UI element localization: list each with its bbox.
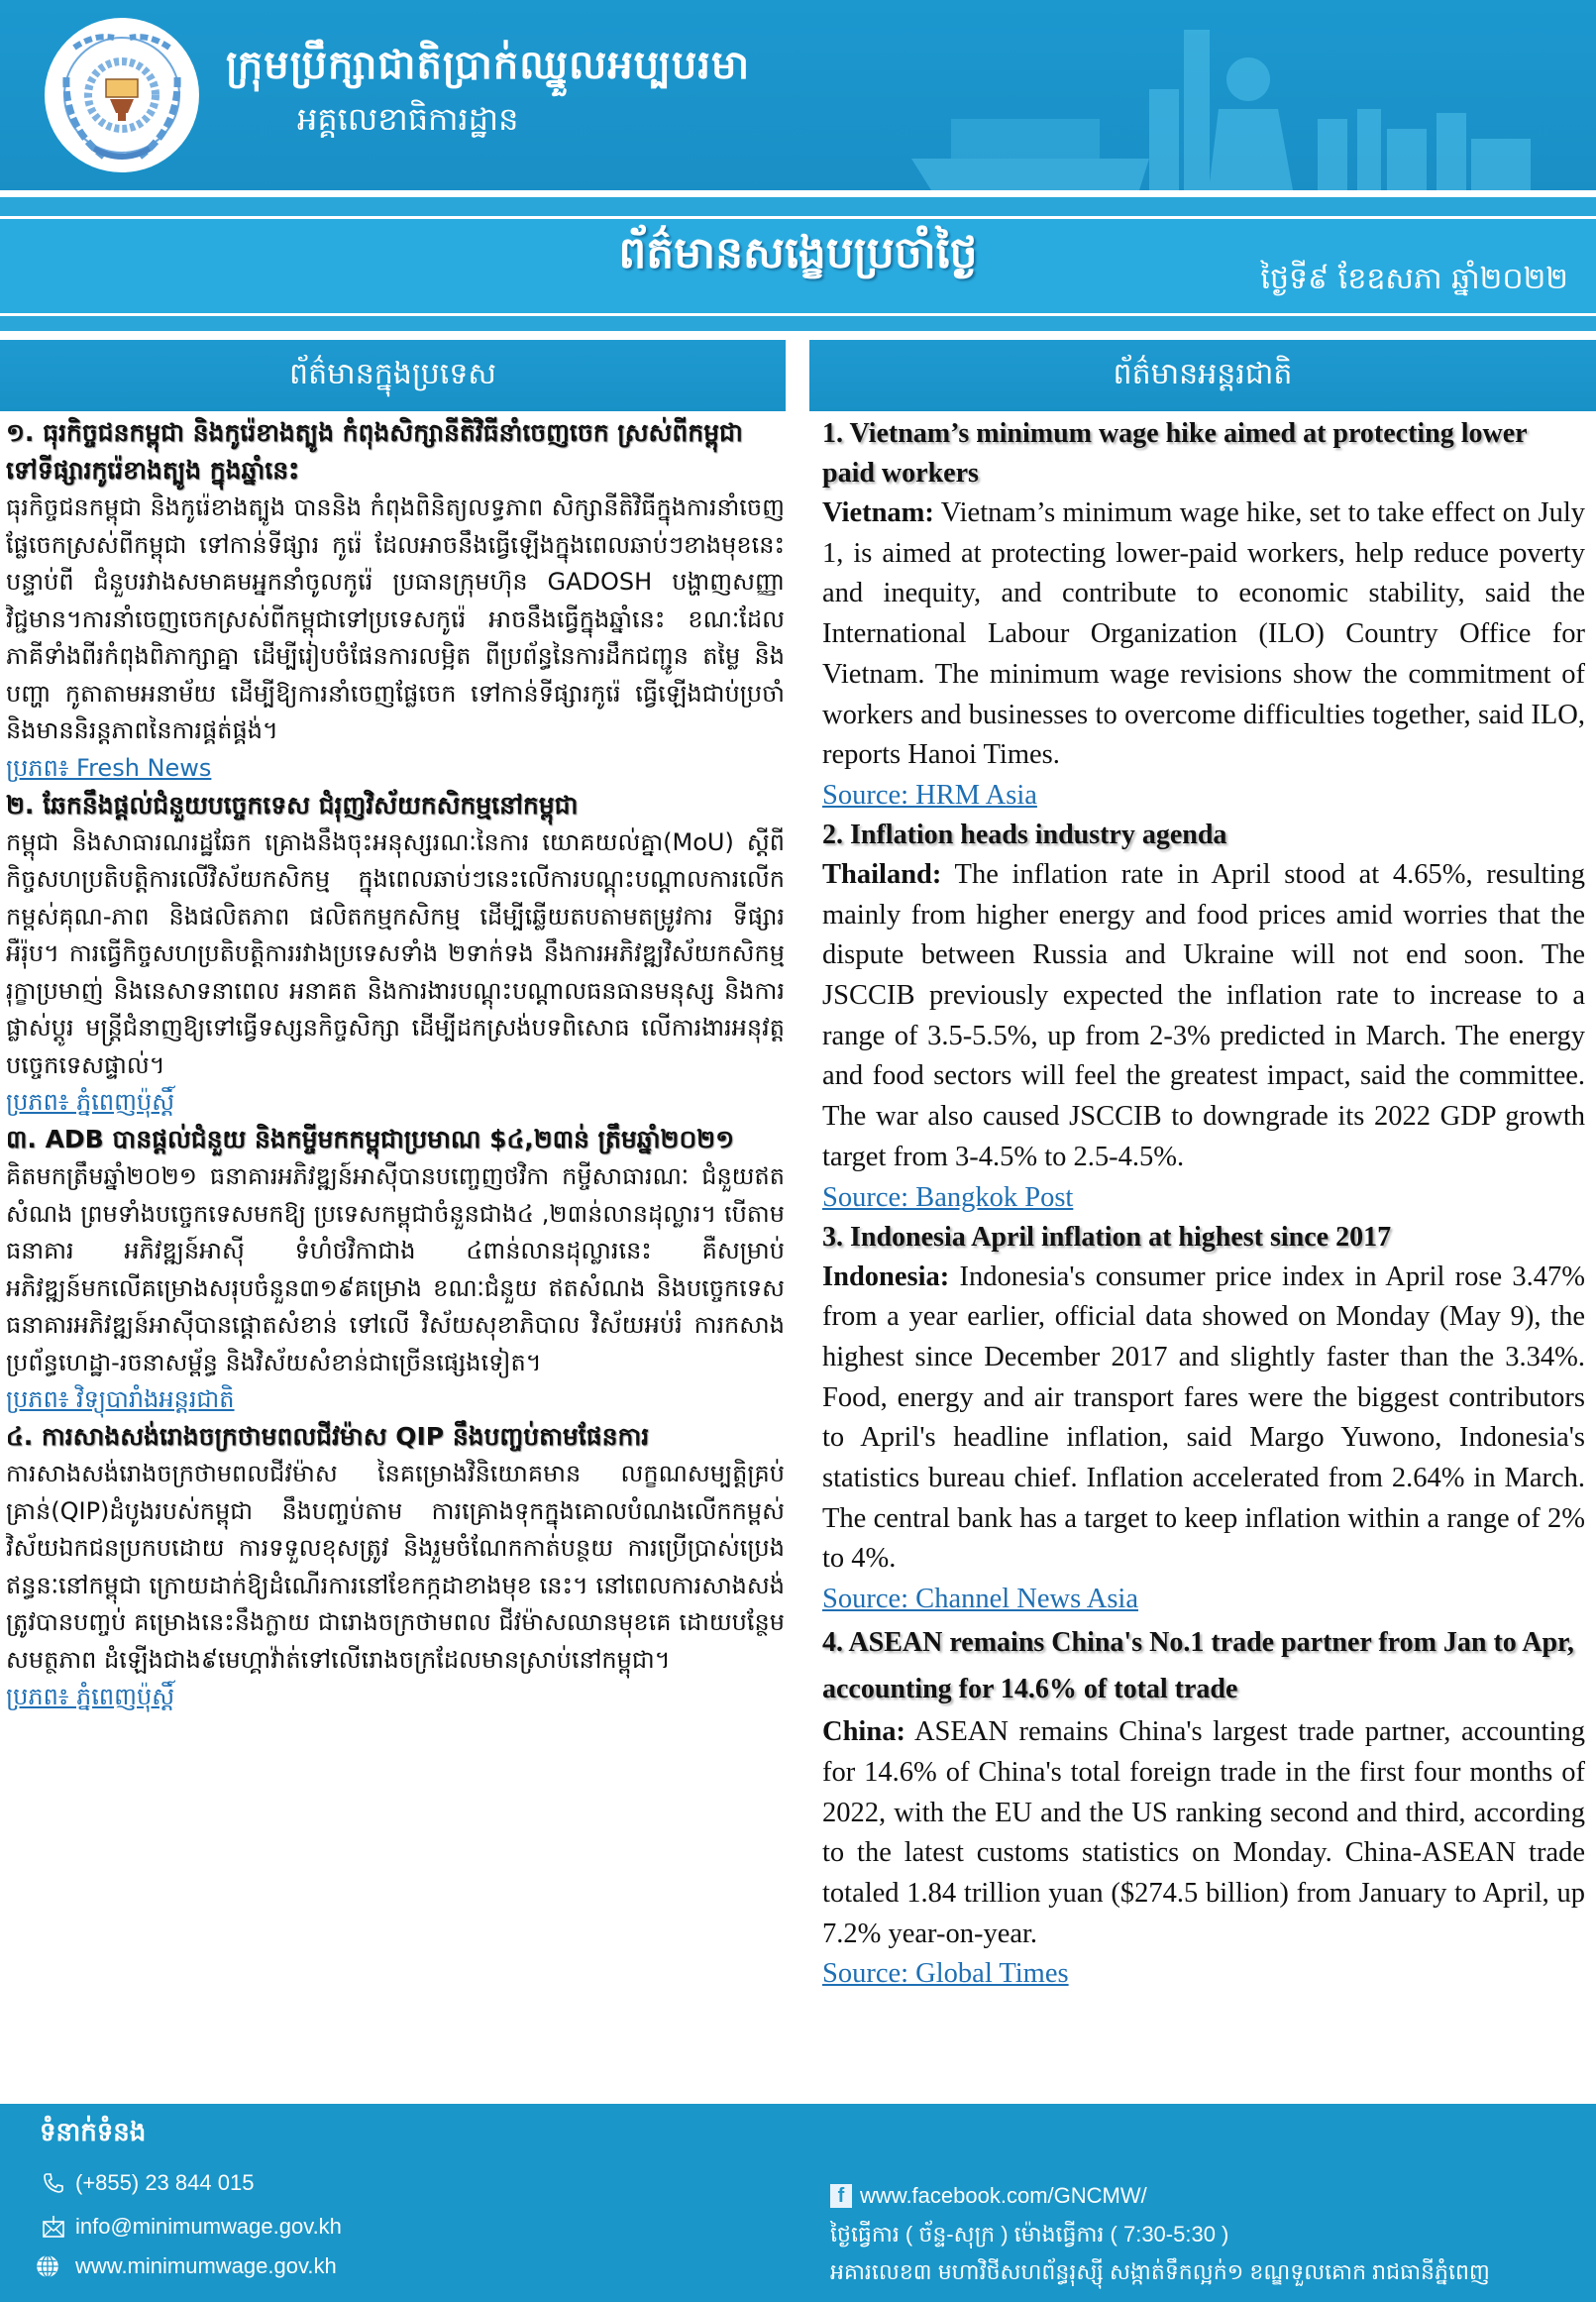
article-body: គិតមកត្រឹមឆ្នាំ២០២១ ធនាគារអភិវឌ្ឍន៍អាស៊ីបានបញ្ចេញថវិកា កម្ចីសាធារណៈ ជំនួយឥតសំណង ព្រមទាំងបច្ចេកទេសមកឱ្យ ប្រទេសកម្ពុជាចំនួនជាង៤ ,២៣ន់លានដុល្លារ។ បើតាមធនាគារ អភិវឌ្ឍន៍អាស៊ី ទំហំថវិកាជាង ៤ពាន់លានដុល្លារនេះ គឺសម្រាប់ អភិវឌ្ឍន៍មកលើគម្រោងសរុបចំនួន៣១៩គម្រោង ខណៈជំនួយ ឥតសំណង និងបច្ចេកទេស ធនាគារអភិវឌ្ឍន៍អាស៊ីបានផ្តោតសំខាន់ ទៅលើ វិស័យសុខាភិបាល វិស័យអប់រំ ការកសាងប្រព័ន្ធហេដ្ឋា-រចនាសម្ព័ន្ធ និងវិស័យសំខាន់ជាច្រើនផ្សេងទៀត។: [6, 1162, 785, 1376]
contact-facebook: [830, 2183, 1147, 2209]
domestic-article: [6, 1418, 785, 1715]
contact-footer: [0, 2104, 1596, 2302]
article-title: 4. ASEAN remains China's No.1 trade partner from Jan to Apr, accounting for 14.6% of total trade: [822, 1627, 1574, 1705]
header-banner: [0, 0, 1596, 190]
article-source-link[interactable]: Source: Bangkok Post: [822, 1181, 1074, 1213]
domestic-news-header: ព័ត៌មានក្នុងប្រទេស: [0, 340, 786, 411]
domestic-article: [6, 1121, 785, 1418]
article-text: Vietnam’s minimum wage hike, set to take effect on July 1, is aimed at protecting lower-paid workers, help reduce poverty and inequity, and contribute to economic stability, said the International Labour Organization (ILO) Country Office for Vietnam. The minimum wage revisions show the commitment of workers and businesses to overcome difficulties together, said ILO, reports Hanoi Times.: [822, 497, 1585, 771]
article-title: ៤. ការសាងសង់រោងចក្រថាមពលជីវម៉ាស QIP នឹងបញ្ចប់តាមផែនការ: [6, 1422, 650, 1451]
domestic-article: [6, 787, 785, 1122]
page-title: ព័ត៌មានសង្ខេបប្រចាំថ្ងៃ: [618, 228, 978, 278]
article-body: [822, 1712, 1585, 1954]
article-body: ធុរកិច្ចជនកម្ពុជា និងកូរ៉េខាងត្បូង បាននិង កំពុងពិនិត្យលទ្ធភាព សិក្សានីតិវិធីក្នុងការនាំចេញផ្លែចេកស្រស់ពីកម្ពុជា ទៅកាន់ទីផ្សារ កូរ៉េ ដែលអាចនឹងធ្វើឡើងក្នុងពេលឆាប់ៗខាងមុខនេះ បន្ទាប់ពី ជំនួបរវាងសមាគមអ្នកនាំចូលកូរ៉េ ប្រធានក្រុមហ៊ុន GADOSH បង្ហាញសញ្ញាវិជ្ជមាន។ការនាំចេញចេកស្រស់ពីកម្ពុជាទៅប្រទេសកូរ៉េ អាចនឹងធ្វើក្នុងឆ្នាំនេះ ខណៈដែលភាគីទាំងពីរកំពុងពិភាក្សាគ្នា ដើម្បីរៀបចំផែនការលម្អិត ពីប្រព័ន្ធនៃការដឹកជញ្ជូន តម្លៃ និងបញ្ហា កូតាតាមអនាម័យ ដើម្បីឱ្យការនាំចេញផ្លែចេក ទៅកាន់ទីផ្សារកូរ៉េ ធ្វើឡើងជាប់ប្រចាំ និងមាននិរន្តភាពនៃការផ្គត់ផ្គង់។: [6, 493, 785, 744]
office-address: [830, 2258, 1490, 2290]
article-title: 3. Indonesia April inflation at highest since 2017: [822, 1221, 1392, 1253]
city-skyline-illustration: [852, 10, 1565, 190]
office-hours: [830, 2221, 1228, 2252]
globe-icon: [34, 2252, 61, 2280]
mail-icon: [40, 2213, 67, 2241]
contact-website: [34, 2252, 337, 2280]
article-source-link[interactable]: Source: HRM Asia: [822, 779, 1037, 811]
domestic-news-column: [6, 414, 785, 2099]
article-source-link[interactable]: ប្រភព៖ វិទ្យុបារាំងអន្តរជាតិ: [6, 1385, 235, 1413]
issue-date: ថ្ងៃទី៩ ខែឧសភា ឆ្នាំ២០២២: [1260, 262, 1568, 296]
article-title: 1. Vietnam’s minimum wage hike aimed at protecting lower paid workers: [822, 418, 1528, 489]
decorative-band-top: [0, 197, 1596, 216]
article-body: កម្ពុជា និងសាធារណរដ្ឋឆែក គ្រោងនឹងចុះអនុស្សរណៈនៃការ យោគយល់គ្នា(MoU) ស្តីពីកិច្ចសហប្រតិបត្តិការលើវិស័យកសិកម្ម ក្នុងពេលឆាប់ៗនេះលើការបណ្តុះបណ្តាលការលើកកម្ពស់គុណ-ភាព និងផលិតភាព ផលិតកម្មកសិកម្ម ដើម្បីឆ្លើយតបតាមតម្រូវការ ទីផ្សារអឺរ៉ុប។ ការធ្វើកិច្ចសហប្រតិបត្តិការរវាងប្រទេសទាំង ២ទាក់ទង នឹងការអភិវឌ្ឍវិស័យកសិកម្ម រុក្ខាប្រមាញ់ និងនេសាទនាពេល អនាគត និងការងារបណ្តុះបណ្តាលធនធានមនុស្ស និងការផ្លាស់ប្តូរ មន្ត្រីជំនាញឱ្យទៅធ្វើទស្សនកិច្ចសិក្សា ដើម្បីដកស្រង់បទពិសោធ លើការងារអនុវត្តបច្ចេកទេសផ្ទាល់។: [6, 827, 785, 1079]
article-text: Indonesia's consumer price index in April rose 3.47% from a year earlier, official data showed on Monday (May 9), the highest since December 2017 and slightly faster than the 3.34%. Food, energy and air transport fares were the biggest contributors to April's headline inflation, said Margo Yuwono, Indonesia's statistics bureau chief. Inflation accelerated from 2.64% in March. The central bank has a target to keep inflation within a range of 2% to 4%.: [822, 1261, 1585, 1575]
ministry-logo: [45, 18, 199, 172]
international-article: [822, 414, 1585, 816]
email-address[interactable]: info@minimumwage.gov.kh: [75, 2214, 342, 2239]
article-title: 2. Inflation heads industry agenda: [822, 819, 1227, 850]
international-news-column: [822, 414, 1585, 2099]
organization-subtitle: អគ្គលេខាធិការដ្ឋាន: [297, 100, 519, 138]
article-body: [822, 855, 1585, 1178]
article-text: The inflation rate in April stood at 4.65%, resulting mainly from higher energy and food prices amid worries that the dispute between Russia and Ukraine will not end soon. The JSCCIB previously expected the inflation rate to increase to a range of 3.5-5.5%, up from 2-3% predicted in March. The energy and food sectors will feel the greatest impact, said the committee. The war also caused JSCCIB to downgrade its 2022 GDP growth target from 3-4.5% to 2.5-4.5%.: [822, 858, 1585, 1172]
article-body: ការសាងសង់រោងចក្រថាមពលជីវម៉ាស នៃគម្រោងវិនិយោគមាន លក្ខណសម្បត្តិគ្រប់គ្រាន់(QIP)ដំបូងរបស់កម្ពុជា នឹងបញ្ចប់តាម ការគ្រោងទុកក្នុងគោលបំណងលើកកម្ពស់វិស័យឯកជនប្រកបដោយ ការទទួលខុសត្រូវ និងរួមចំណែកកាត់បន្ថយ ការប្រើប្រាស់ប្រេង ឥន្ធនៈនៅកម្ពុជា ក្រោយដាក់ឱ្យដំណើរការនៅខែកក្កដាខាងមុខ នេះ។ នៅពេលការសាងសង់ត្រូវបានបញ្ចប់ គម្រោងនេះនឹងក្លាយ ជារោងចក្រថាមពល ជីវម៉ាសឈានមុខគេ ដោយបន្ថែមសមត្ថភាព ដំឡើងជាង៩មេហ្គាវ៉ាត់ទៅលើរោងចក្រដែលមានស្រាប់នៅកម្ពុជា។: [6, 1460, 785, 1674]
phone-number[interactable]: (+855) 23 844 015: [75, 2170, 255, 2195]
article-country: China:: [822, 1716, 905, 1748]
international-article: [822, 1218, 1585, 1620]
article-title: ២. ឆែកនឹងផ្តល់ជំនួយបច្ចេកទេស ជំរុញវិស័យកសិកម្មនៅកម្ពុជា: [6, 790, 579, 820]
article-title: ៣. ADB បានផ្តល់ជំនួយ និងកម្ចីមកកម្ពុជាប្រមាណ $៤,២៣ន់ ត្រឹមឆ្នាំ២០២១: [6, 1125, 735, 1153]
international-news-header: ព័ត៌មានអន្តរជាតិ: [809, 340, 1596, 411]
article-country: Thailand:: [822, 858, 942, 890]
article-country: Indonesia:: [822, 1261, 950, 1292]
website-link[interactable]: www.minimumwage.gov.kh: [75, 2253, 337, 2278]
facebook-icon: f: [830, 2184, 852, 2208]
contact-email: [40, 2213, 342, 2241]
contact-title: ទំនាក់ទំនង: [40, 2118, 147, 2147]
office-hours-text: ថ្ងៃធ្វើការ ( ច័ន្ទ-សុក្រ ) ម៉ោងធ្វើការ ( 7:30-5:30 ): [830, 2222, 1229, 2247]
international-article: [822, 1619, 1585, 1994]
decorative-band-bottom: [0, 316, 1596, 331]
contact-phone: [40, 2169, 254, 2197]
international-article: [822, 816, 1585, 1218]
article-text: ASEAN remains China's largest trade partner, accounting for 14.6% of China's total foreign trade in the first four months of 2022, with the EU and the US ranking second and third, according to the latest customs statistics on Monday. China-ASEAN trade totaled 1.84 trillion yuan ($274.5 billion) from January to April, up 7.2% year-on-year.: [822, 1716, 1585, 1949]
article-title: ១. ធុរកិច្ចជនកម្ពុជា និងកូរ៉េខាងត្បូង កំពុងសិក្សានីតិវិធីនាំចេញចេក ស្រស់ពីកម្ពុជាទៅទីផ្សារកូរ៉េខាងត្បូង ក្នុងឆ្នាំនេះ: [6, 418, 743, 485]
domestic-article: [6, 414, 785, 787]
office-address-text: អគារលេខ៣ មហាវិថីសហព័ន្ធរុស្ស៊ី សង្កាត់ទឹកល្អក់១ ខណ្ឌទួលគោក រាជធានីភ្នំពេញ: [830, 2259, 1490, 2284]
article-source-link[interactable]: Source: Global Times: [822, 1958, 1069, 1990]
article-source-link[interactable]: ប្រភព៖ ភ្នំពេញប៉ុស្តិ៍: [6, 1683, 175, 1710]
article-country: Vietnam:: [822, 497, 934, 528]
article-source-link[interactable]: Source: Channel News Asia: [822, 1584, 1138, 1615]
phone-icon: [40, 2169, 67, 2197]
facebook-link[interactable]: www.facebook.com/GNCMW/: [860, 2183, 1147, 2208]
organization-name: ក្រុមប្រឹក្សាជាតិប្រាក់ឈ្នួលអប្បបរមា: [226, 43, 751, 88]
article-body: [822, 493, 1585, 776]
article-body: [822, 1258, 1585, 1581]
ministry-seal-icon: [45, 18, 199, 172]
article-source-link[interactable]: ប្រភព៖ Fresh News: [6, 753, 212, 782]
article-source-link[interactable]: ប្រភព៖ ភ្នំពេញប៉ុស្តិ៍: [6, 1088, 175, 1116]
